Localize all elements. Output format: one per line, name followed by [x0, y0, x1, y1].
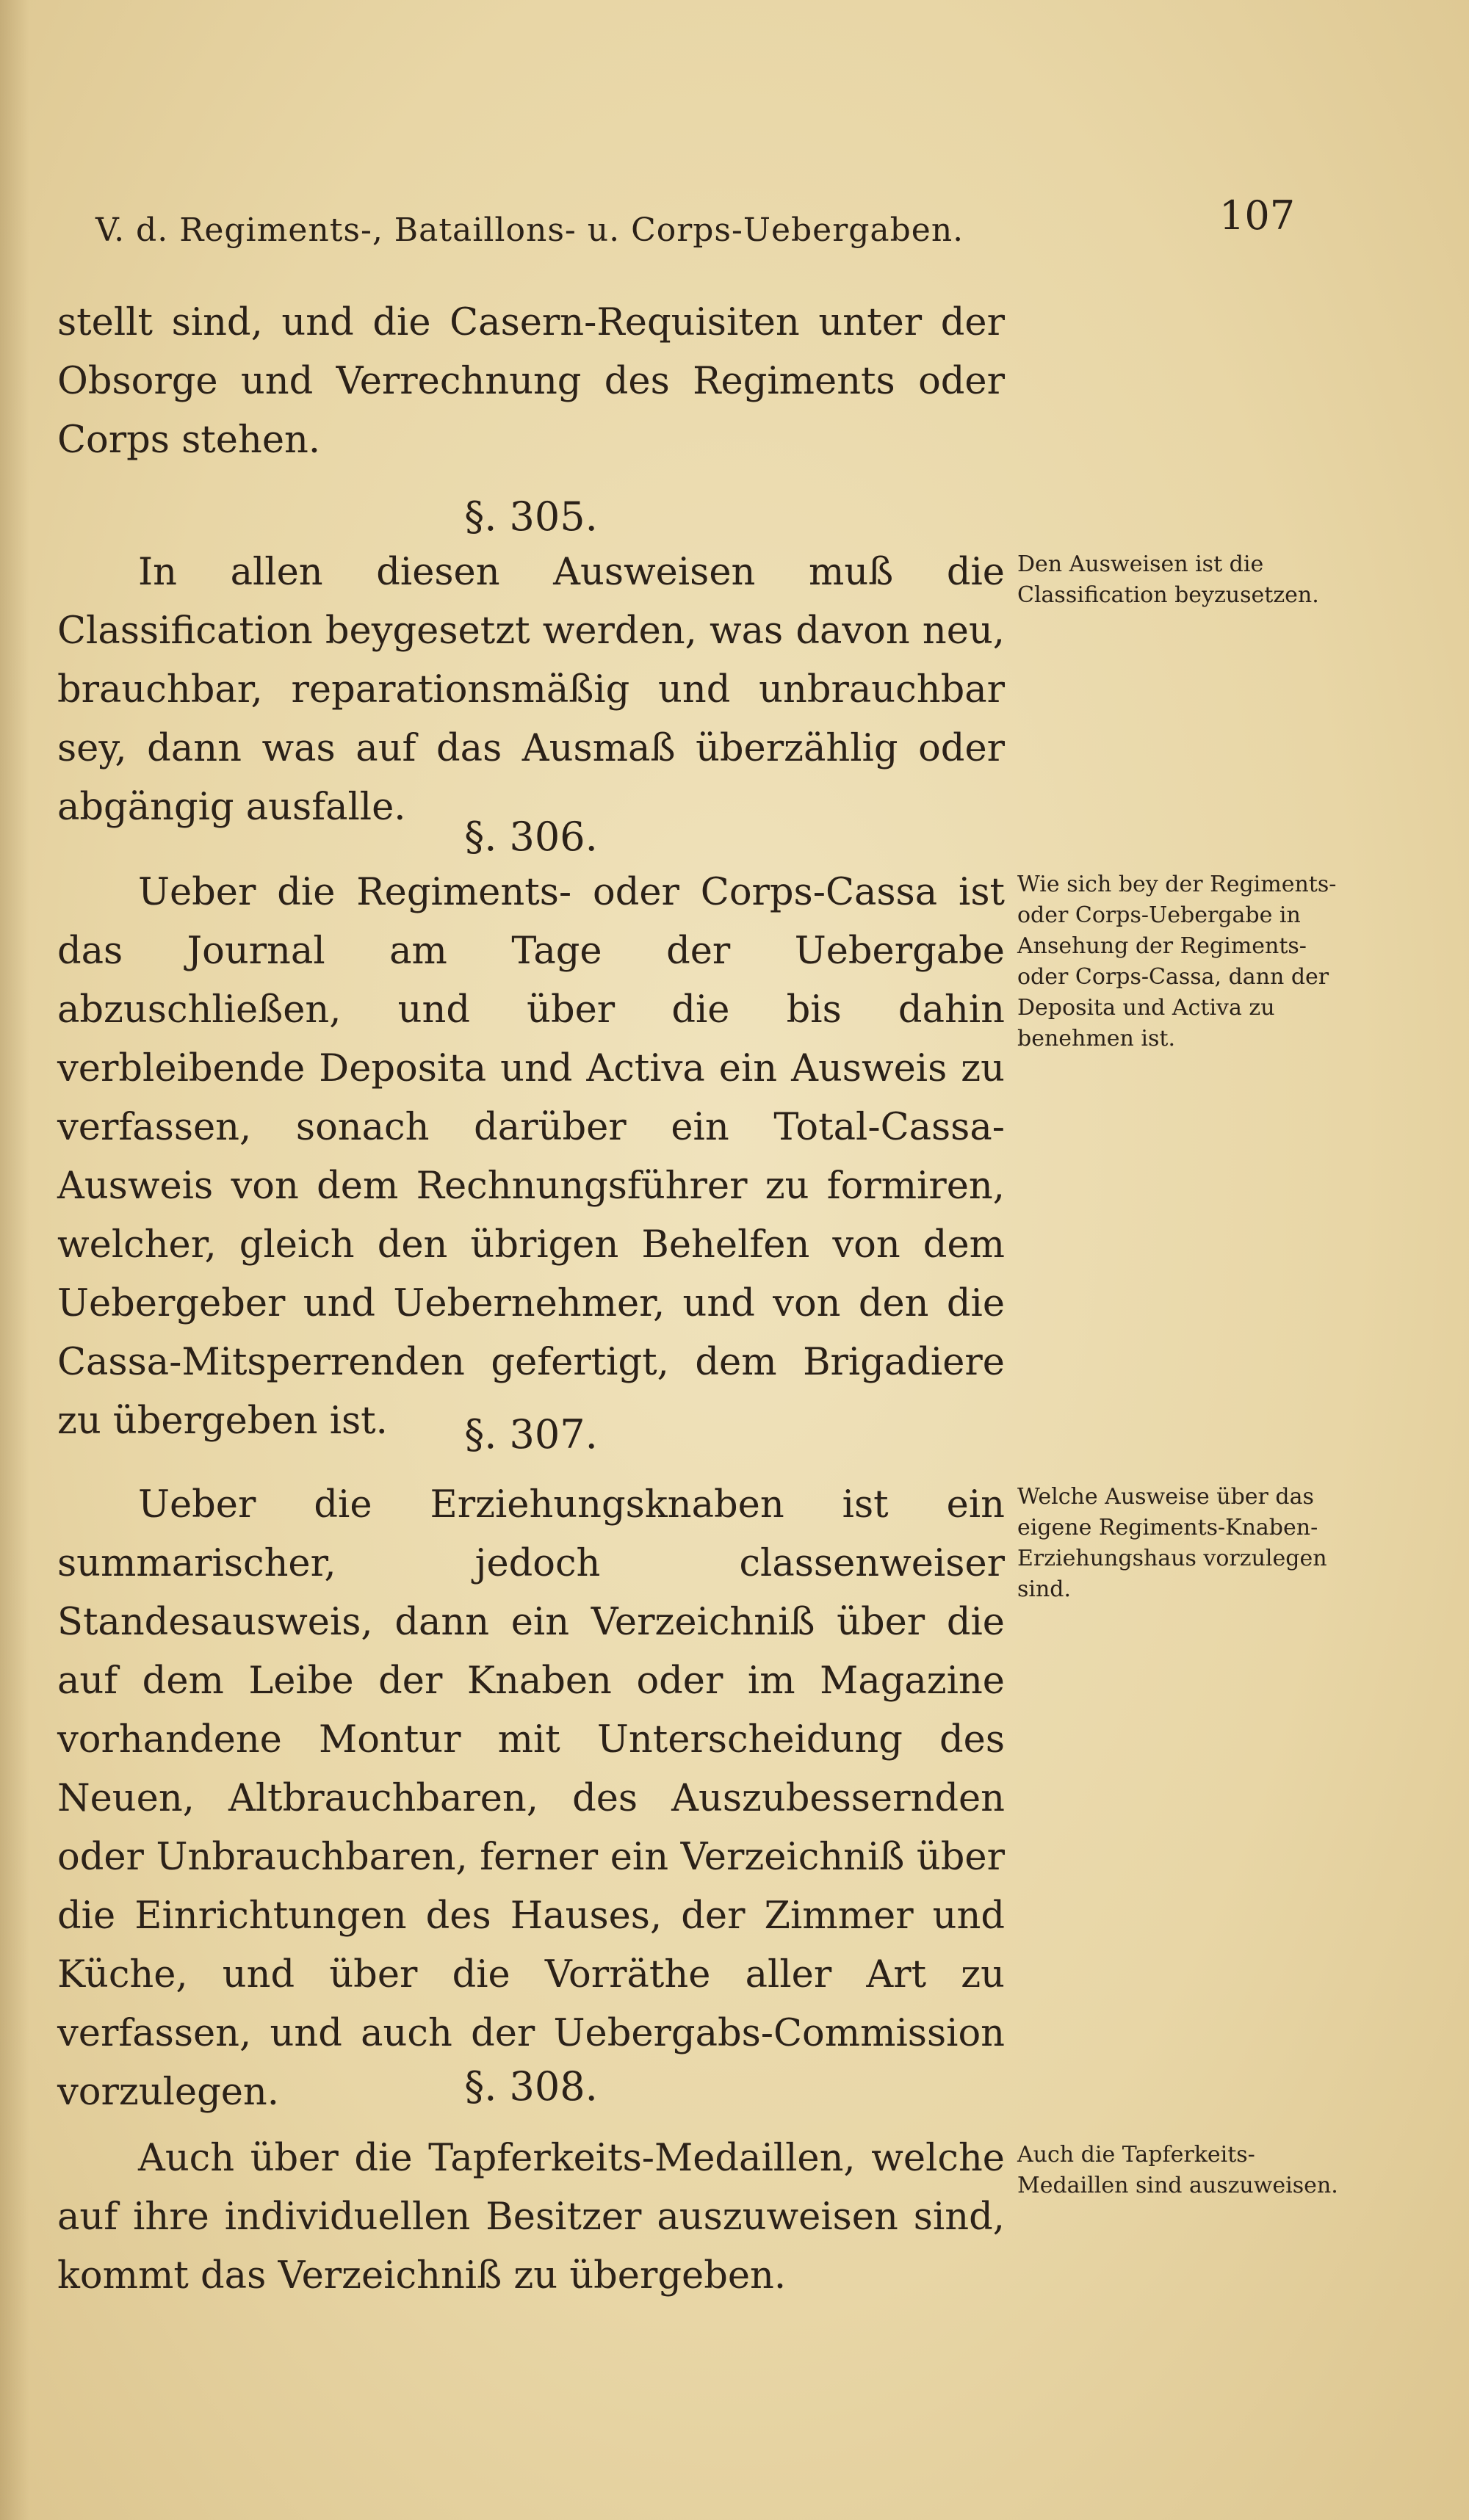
margin-note-307: Welche Ausweise über das eigene Regiments-Knaben-Erziehungshaus vorzulegen sind. — [1017, 1484, 1327, 1602]
paragraph-text: In allen diesen Ausweisen muß die Classification beygesetzt werden, was davon neu, brauchbar, reparationsmäßig und unbrauchbar sey, dann was auf das Ausmaß überzählig oder abgängig ausfalle. — [57, 551, 1005, 829]
paragraph-308 — [57, 2129, 1005, 2306]
paragraph-text: Auch über die Tapferkeits-Medaillen, welche auf ihre individuellen Besitzer auszuweisen sind, kommt das Verzeichniß zu übergeben. — [57, 2137, 1005, 2298]
paragraph-continuation — [57, 294, 1005, 470]
paragraph-text: stellt sind, und die Casern-Requisiten unter der Obsorge und Verrechnung des Regiments oder Corps stehen. — [57, 301, 1005, 462]
margin-note-305: Den Ausweisen ist die Classification beyzusetzen. — [1017, 551, 1319, 608]
section-heading-305: §. 305. — [464, 493, 598, 540]
margin-note-308: Auch die Tapferkeits-Medaillen sind auszuweisen. — [1017, 2142, 1338, 2198]
paragraph-305 — [57, 543, 1005, 837]
paragraph-text: Ueber die Erziehungsknaben ist ein summarischer, jedoch classenweiser Standesausweis, dann ein Verzeichniß über die auf dem Leibe der Knaben oder im Magazine vorhandene Montur mit Unterscheidung des Neuen, Altbrauchbaren, des Auszubessernden oder Unbrauchbaren, ferner ein Verzeichniß über die Einrichtungen des Hauses, der Zimmer und Küche, und über die Vorräthe aller Art zu verfassen, und auch der Uebergabs-Commission vorzulegen. — [57, 1483, 1005, 2114]
running-head: V. d. Regiments-, Bataillons- u. Corps-Uebergaben. — [95, 211, 964, 249]
paragraph-306 — [57, 863, 1005, 1451]
margin-note-306: Wie sich bey der Regiments- oder Corps-Uebergabe in Ansehung der Regiments- oder Corps-Cassa, dann der Deposita und Activa zu benehmen ist. — [1017, 872, 1337, 1051]
page-number: 107 — [1219, 192, 1296, 239]
paragraph-text: Ueber die Regiments- oder Corps-Cassa ist das Journal am Tage der Uebergabe abzuschließen, und über die bis dahin verbleibende Deposita und Activa ein Ausweis zu verfassen, sonach darüber ein Total-Cassa-Ausweis von dem Rechnungsführer zu formiren, welcher, gleich den übrigen Behelfen von dem Uebergeber und Uebernehmer, und von den die Cassa-Mitsperrenden gefertigt, dem Brigadiere zu übergeben ist. — [57, 871, 1005, 1443]
section-heading-306: §. 306. — [464, 814, 598, 860]
section-heading-307: §. 307. — [464, 1411, 598, 1458]
paragraph-307 — [57, 1476, 1005, 2122]
section-heading-308: §. 308. — [464, 2063, 598, 2110]
